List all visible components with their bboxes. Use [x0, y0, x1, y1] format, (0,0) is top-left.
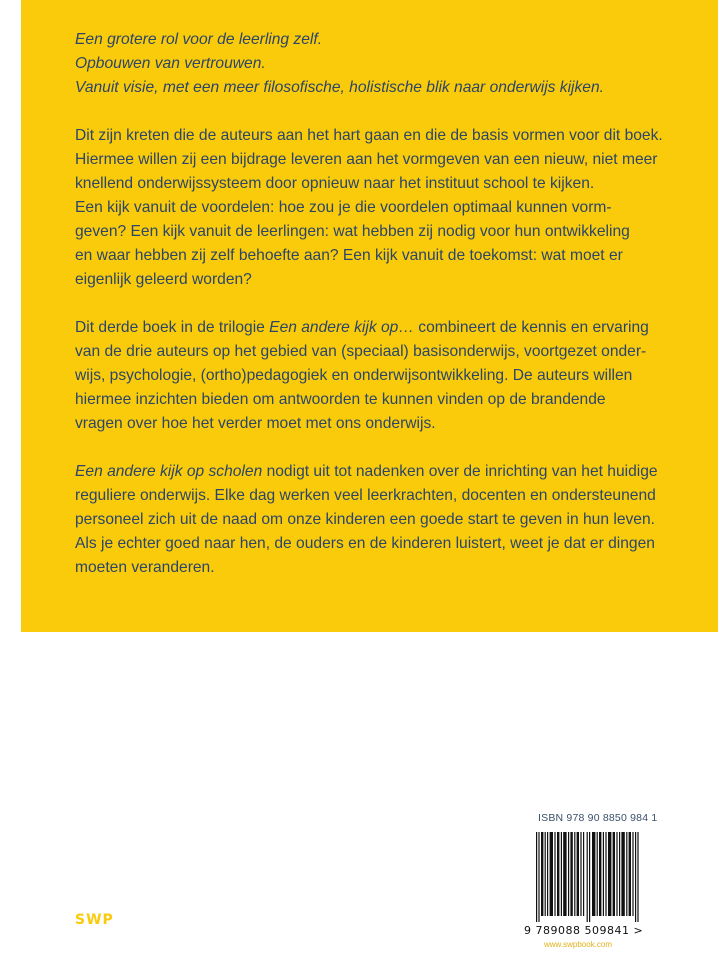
publisher-logo: SWP: [75, 912, 114, 928]
text-line: Als je echter goed naar hen, de ouders en de kinderen luistert, weet je dat er dingen: [75, 535, 655, 552]
barcode-icon: [536, 832, 641, 922]
text-line: wijs, psychologie, (ortho)pedagogiek en onderwijsontwikkeling. De auteurs willen: [75, 367, 633, 384]
text-line: knellend onderwijssysteem door opnieuw naar het instituut school te kijken.: [75, 175, 595, 192]
text-line: Hiermee willen zij een bijdrage leveren aan het vormgeven van een nieuw, niet meer: [75, 151, 658, 168]
text-line: eigenlijk geleerd worden?: [75, 271, 252, 288]
text-line: [75, 316, 695, 340]
text-line: hiermee inzichten bieden om antwoorden te kunnen vinden op de brandende: [75, 391, 606, 408]
text-line: van de drie auteurs op het gebied van (speciaal) basisonderwijs, voortgezet onder-: [75, 343, 647, 360]
barcode-block: [524, 812, 664, 960]
text-line: moeten veranderen.: [75, 559, 215, 576]
back-cover-text: [75, 28, 695, 604]
intro-block: [75, 28, 695, 100]
text-line: Dit zijn kreten die de auteurs aan het hart gaan en die de basis vormen voor dit boek.: [75, 127, 663, 144]
intro-line: Een grotere rol voor de leerling zelf.: [75, 31, 323, 48]
text-line: reguliere onderwijs. Elke dag werken veel leerkrachten, docenten en ondersteunend: [75, 487, 656, 504]
intro-line: Vanuit visie, met een meer filosofische, holistische blik naar onderwijs kijken.: [75, 79, 604, 96]
text-fragment: combineert de kennis en ervaring: [413, 319, 649, 336]
isbn-label: ISBN 978 90 8850 984 1: [538, 812, 658, 824]
barcode-digits: 9 789088 509841 >: [524, 924, 644, 937]
text-line: en waar hebben zij zelf behoefte aan? Een kijk vanuit de toekomst: wat moet er: [75, 247, 623, 264]
text-line: personeel zich uit de naad om onze kinderen een goede start te geven in hun leven.: [75, 511, 655, 528]
text-line: vragen over hoe het verder moet met ons onderwijs.: [75, 415, 436, 432]
paragraph-1: [75, 124, 695, 292]
text-line: Een kijk vanuit de voordelen: hoe zou je die voordelen optimaal kunnen vorm-: [75, 199, 612, 216]
publisher-website: www.swpbook.com: [544, 940, 613, 949]
text-line: geven? Een kijk vanuit de leerlingen: wat hebben zij nodig voor hun ontwikkeling: [75, 223, 630, 240]
text-line: [75, 460, 695, 484]
text-fragment: Dit derde boek in de trilogie: [75, 319, 270, 336]
paragraph-3: [75, 460, 695, 580]
text-fragment: nodigt uit tot nadenken over de inrichting van het huidige: [262, 463, 658, 480]
book-title: Een andere kijk op scholen: [75, 463, 263, 480]
intro-line: Opbouwen van vertrouwen.: [75, 55, 266, 72]
series-title: Een andere kijk op…: [269, 319, 414, 336]
paragraph-2: [75, 316, 695, 436]
